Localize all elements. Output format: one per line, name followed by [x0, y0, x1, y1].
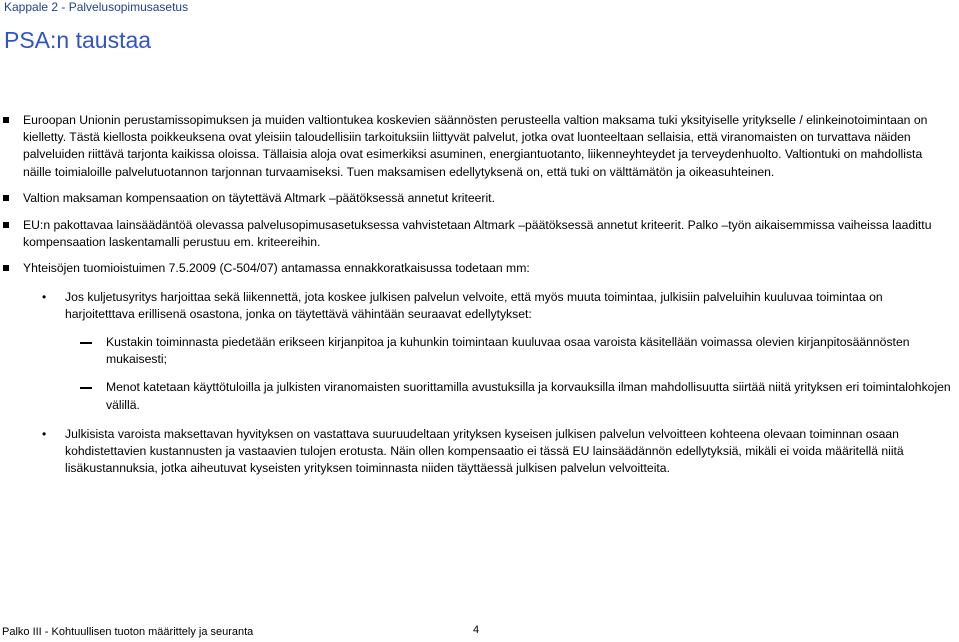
square-bullet-icon	[3, 117, 9, 123]
paragraph-text: Valtion maksaman kompensaation on täytettävä Altmark –päätöksessä annetut kriteerit.	[23, 190, 495, 205]
dot-bullet-icon: •	[42, 289, 47, 304]
square-bullet-icon	[3, 222, 9, 228]
paragraph-text: Menot katetaan käyttötuloilla ja julkisten viranomaisten suorittamilla avustuksilla ja korvauksilla ilman mahdollisuutta siirtää niitä yrityksen eri toimintalohkojen välillä.	[106, 380, 951, 412]
paragraph-text: Julkisista varoista maksettavan hyvityksen on vastattava suuruudeltaan yrityksen kyseisen julkisen palvelun velvoitteen kohteena olevaan toiminnan osaan kohdistettavien kustannusten ja vastaavien tulojen erotusta. Näin ollen kompensaatio ei tässä EU lainsäädännön edellytyksiä, mikäli ei voida määritellä niitä lisäkustannuksia, jotka aiheutuvat kyseisten yrityksen toiminnasta niiden täyttäessä julkisen palvelun velvoitteita.	[65, 426, 904, 476]
bullet-paragraph	[0, 112, 952, 181]
dot-bullet-icon: •	[42, 426, 47, 441]
square-bullet-icon	[3, 265, 9, 271]
paragraph-text: Yhteisöjen tuomioistuimen 7.5.2009 (C-504/07) antamassa ennakkoratkaisussa todetaan mm:	[23, 261, 530, 276]
dash-bullet-icon	[80, 387, 92, 389]
dash-paragraph	[0, 379, 959, 413]
bullet-paragraph	[0, 190, 952, 207]
page-title: PSA:n taustaa	[4, 27, 152, 53]
dash-bullet-icon	[80, 342, 92, 344]
chapter-header: Kappale 2 - Palvelusopimusasetus	[4, 0, 189, 14]
paragraph-text: EU:n pakottavaa lainsäädäntöä olevassa palvelusopimusasetuksessa vahvistetaan Altmark –päätöksessä annetut kriteerit. Palko –työn aikaisemmissa vaiheissa laadittu kompensaation laskentamalli perustuu em. kriteereihin.	[23, 218, 932, 250]
footer-title: Palko III - Kohtuullisen tuoton määrittely ja seuranta	[2, 626, 254, 638]
paragraph-text: Euroopan Unionin perustamissopimuksen ja muiden valtiontukea koskevien säännösten perusteella valtion maksama tuki yksityiselle yritykselle / elinkeinotoimintaan on kielletty. Tästä kiellosta poikkeuksena ovat yleisiin taloudellisiin tarkoituksiin liittyvät palvelut, jotka ovat luonteeltaan sellaisia, että viranomaisten on turvattava näiden palveluiden riittävä tarjonta kaikissa oloissa. Tällaisia aloja ovat esimerkiksi asuminen, energiantuotanto, liikenneyhteydet ja terveydenhuolto. Valtiontuki on mahdollista näille toimialoille palvelutuotannon tarjonnan turvaamiseksi. Tuen maksamisen edellytyksenä on, että tuki on välttämätön ja oikeasuhteinen.	[23, 113, 928, 179]
page-number: 4	[473, 624, 480, 636]
bullet-paragraph	[0, 217, 952, 251]
paragraph-text: Kustakin toiminnasta piedetään erikseen kirjanpitoa ja kuhunkin toimintaan kuuluvaa osaa varoista käsitellään voimassa olevien kirjanpitosäännösten mukaisesti;	[106, 335, 910, 367]
content	[0, 112, 959, 477]
bullet-paragraph	[0, 260, 952, 277]
square-bullet-icon	[3, 195, 9, 201]
sub-bullet-paragraph	[0, 426, 955, 478]
sub-bullet-paragraph	[0, 289, 955, 323]
dash-paragraph	[0, 334, 959, 368]
paragraph-text: Jos kuljetusyritys harjoittaa sekä liikennettä, jota koskee julkisen palvelun velvoite, että myös muuta toimintaa, julkisiin palveluihin kuuluvaa toimintaa on harjoitetttava erillisenä osastona, jonka on täytettävä vähintään seuraavat edellytykset:	[65, 289, 883, 321]
